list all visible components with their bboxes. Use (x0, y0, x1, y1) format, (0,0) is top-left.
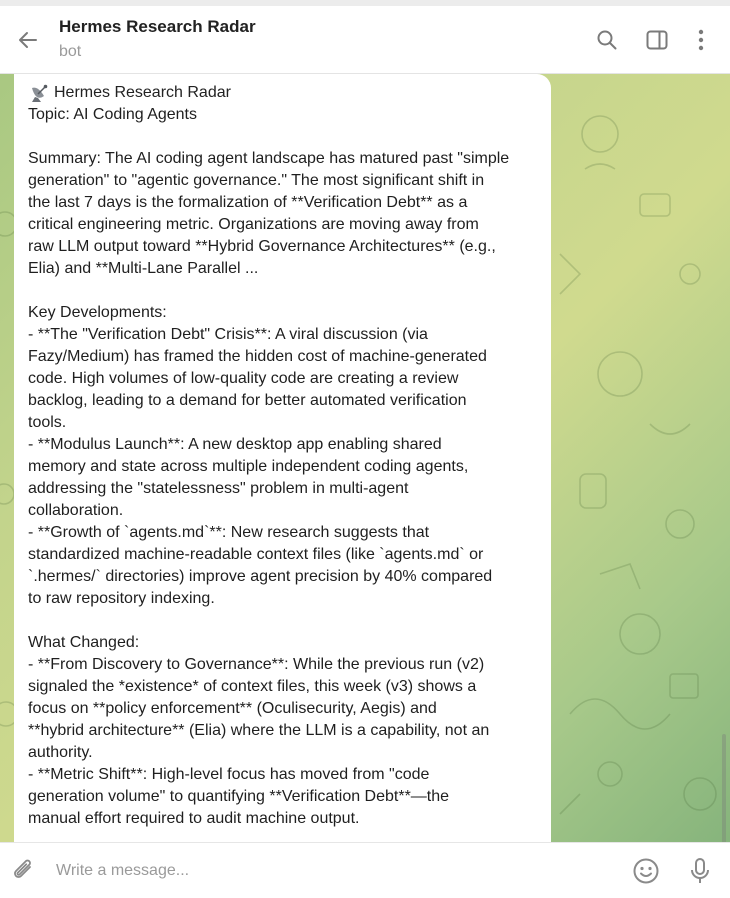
message-line: standardized machine-readable context files (like `agents.md` or (28, 546, 484, 563)
more-menu-button[interactable] (685, 24, 717, 56)
message-line: - **Growth of `agents.md`**: New research suggests that (28, 524, 430, 541)
message-line: - **Metric Shift**: High-level focus has moved from "code (28, 766, 430, 783)
message-line: addressing the "statelessness" problem in multi-agent (28, 480, 409, 497)
message-line: to raw repository indexing. (28, 590, 215, 607)
chat-subtitle: bot (59, 43, 82, 60)
message-line: generation" to "agentic governance." The most significant shift in (28, 172, 485, 189)
message-line: Key Developments: (28, 304, 167, 321)
message-line: collaboration. (28, 502, 124, 519)
chat-title[interactable]: Hermes Research Radar (59, 17, 256, 36)
arrow-left-icon (16, 28, 40, 52)
message-line: Fazy/Medium) has framed the hidden cost of machine-generated (28, 348, 487, 365)
message-text (28, 104, 541, 830)
sidebar-toggle-icon (645, 28, 669, 52)
emoji-button[interactable] (630, 855, 662, 887)
microphone-icon (687, 857, 713, 885)
sidebar-toggle-button[interactable] (641, 24, 673, 56)
message-line: code. High volumes of low-quality code are creating a review (28, 370, 459, 387)
message-composer (0, 842, 730, 898)
satellite-dish-icon (28, 82, 50, 104)
message-line: `.hermes/` directories) improve agent precision by 40% compared (28, 568, 493, 585)
more-vertical-icon (689, 28, 713, 52)
emoji-icon (632, 857, 660, 885)
message-line (28, 280, 541, 302)
message-sender (28, 82, 541, 104)
paperclip-icon (11, 858, 37, 884)
message-line: authority. (28, 744, 93, 761)
chat-header (0, 6, 730, 74)
back-button[interactable] (12, 24, 44, 56)
message-line: **hybrid architecture** (Elia) where the LLM is a capability, not an (28, 722, 490, 739)
message-line: raw LLM output toward **Hybrid Governance Architectures** (e.g., (28, 238, 496, 255)
attach-button[interactable] (8, 855, 40, 887)
message-line: - **The "Verification Debt" Crisis**: A viral discussion (via (28, 326, 428, 343)
message-line: memory and state across multiple independent coding agents, (28, 458, 469, 475)
microphone-button[interactable] (684, 855, 716, 887)
message-line (28, 610, 541, 632)
search-icon (595, 28, 619, 52)
search-button[interactable] (591, 24, 623, 56)
sender-name: Hermes Research Radar (54, 84, 231, 101)
message-line: manual effort required to audit machine output. (28, 810, 360, 827)
message-line: backlog, leading to a demand for better automated verification (28, 392, 467, 409)
message-input[interactable] (56, 855, 616, 887)
message-line: What Changed: (28, 634, 140, 651)
chat-area[interactable] (0, 74, 730, 842)
message-line: signaled the *existence* of context files, this week (v3) shows a (28, 678, 477, 695)
chat-scrollbar[interactable] (722, 734, 726, 842)
message-line: - **Modulus Launch**: A new desktop app enabling shared (28, 436, 442, 453)
message-line: Topic: AI Coding Agents (28, 106, 197, 123)
message-bubble[interactable] (14, 74, 551, 842)
message-line: Elia) and **Multi-Lane Parallel ... (28, 260, 259, 277)
message-line: critical engineering metric. Organizations are moving away from (28, 216, 479, 233)
message-line: the last 7 days is the formalization of **Verification Debt** as a (28, 194, 468, 211)
message-line: - **From Discovery to Governance**: While the previous run (v2) (28, 656, 485, 673)
message-line: focus on **policy enforcement** (Oculisecurity, Aegis) and (28, 700, 437, 717)
message-line (28, 126, 541, 148)
message-line: generation volume" to quantifying **Verification Debt**—the (28, 788, 450, 805)
message-line: Summary: The AI coding agent landscape has matured past "simple (28, 150, 510, 167)
message-line: tools. (28, 414, 67, 431)
